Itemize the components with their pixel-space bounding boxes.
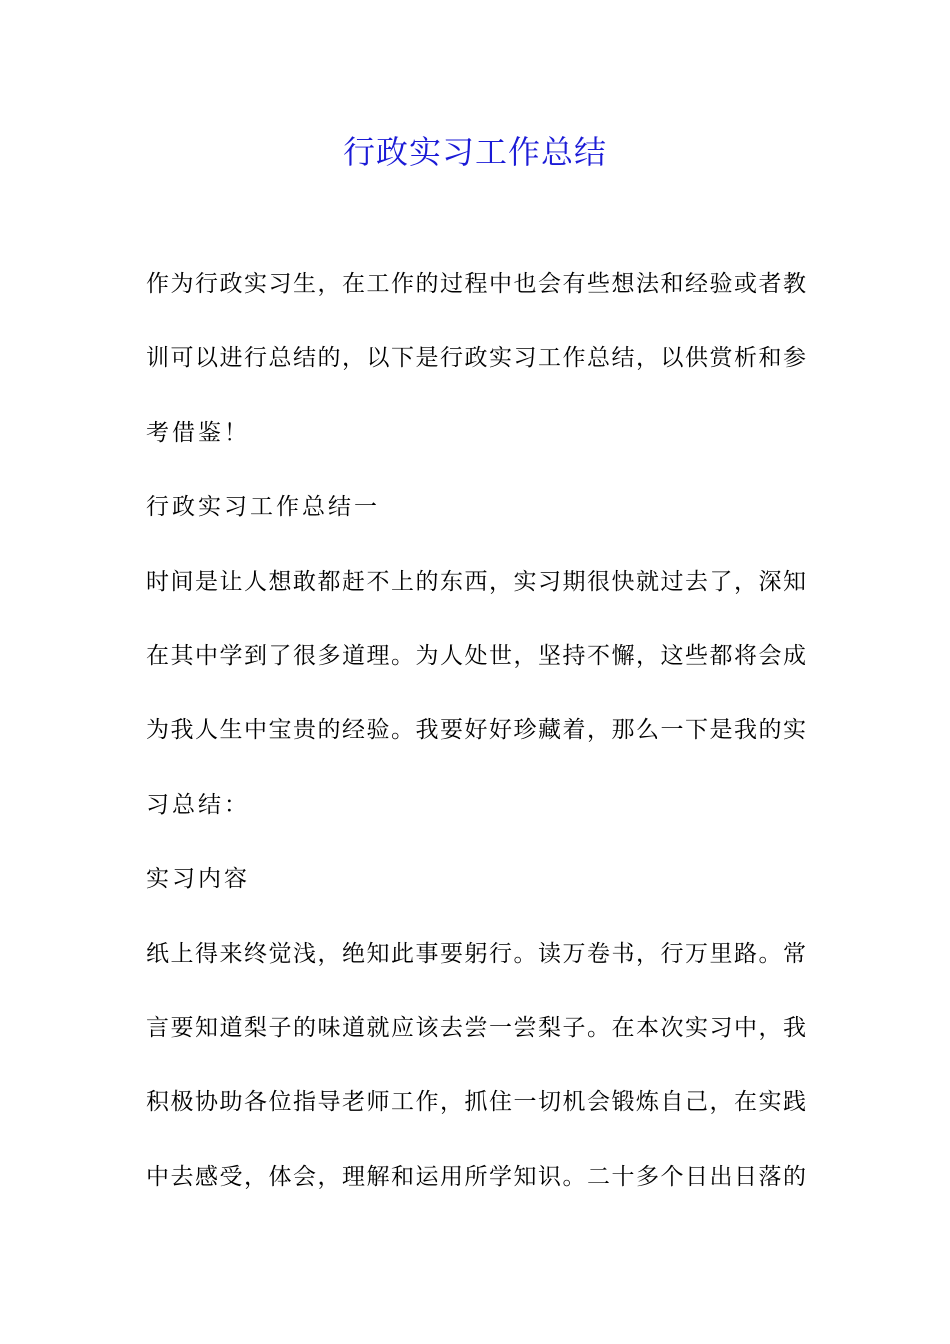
text-line: 中去感受，体会，理解和运用所学知识。二十多个日出日落的 <box>146 1163 806 1190</box>
document-body <box>146 262 806 1229</box>
text-line: 习总结： <box>146 791 250 818</box>
document-title: 行政实习工作总结 <box>342 133 607 171</box>
text-line: 纸上得来终觉浅，绝知此事要躬行。读万卷书，行万里路。常 <box>146 940 806 967</box>
text-line: 言要知道梨子的味道就应该去尝一尝梨子。在本次实习中，我 <box>146 1014 806 1041</box>
text-line: 为我人生中宝贵的经验。我要好好珍藏着，那么一下是我的实 <box>146 717 806 744</box>
text-line: 在其中学到了很多道理。为人处世，坚持不懈，这些都将会成 <box>146 642 806 669</box>
text-line: 行政实习工作总结一 <box>146 494 380 521</box>
text-line: 实习内容 <box>146 866 250 893</box>
text-line: 考借鉴！ <box>146 419 250 446</box>
text-line: 作为行政实习生，在工作的过程中也会有些想法和经验或者教 <box>146 271 806 297</box>
text-line: 积极协助各位指导老师工作，抓住一切机会锻炼自己，在实践 <box>146 1089 806 1116</box>
text-line: 训可以进行总结的，以下是行政实习工作总结，以供赏析和参 <box>146 345 806 372</box>
text-line: 时间是让人想敢都赶不上的东西，实习期很快就过去了，深知 <box>146 568 806 595</box>
